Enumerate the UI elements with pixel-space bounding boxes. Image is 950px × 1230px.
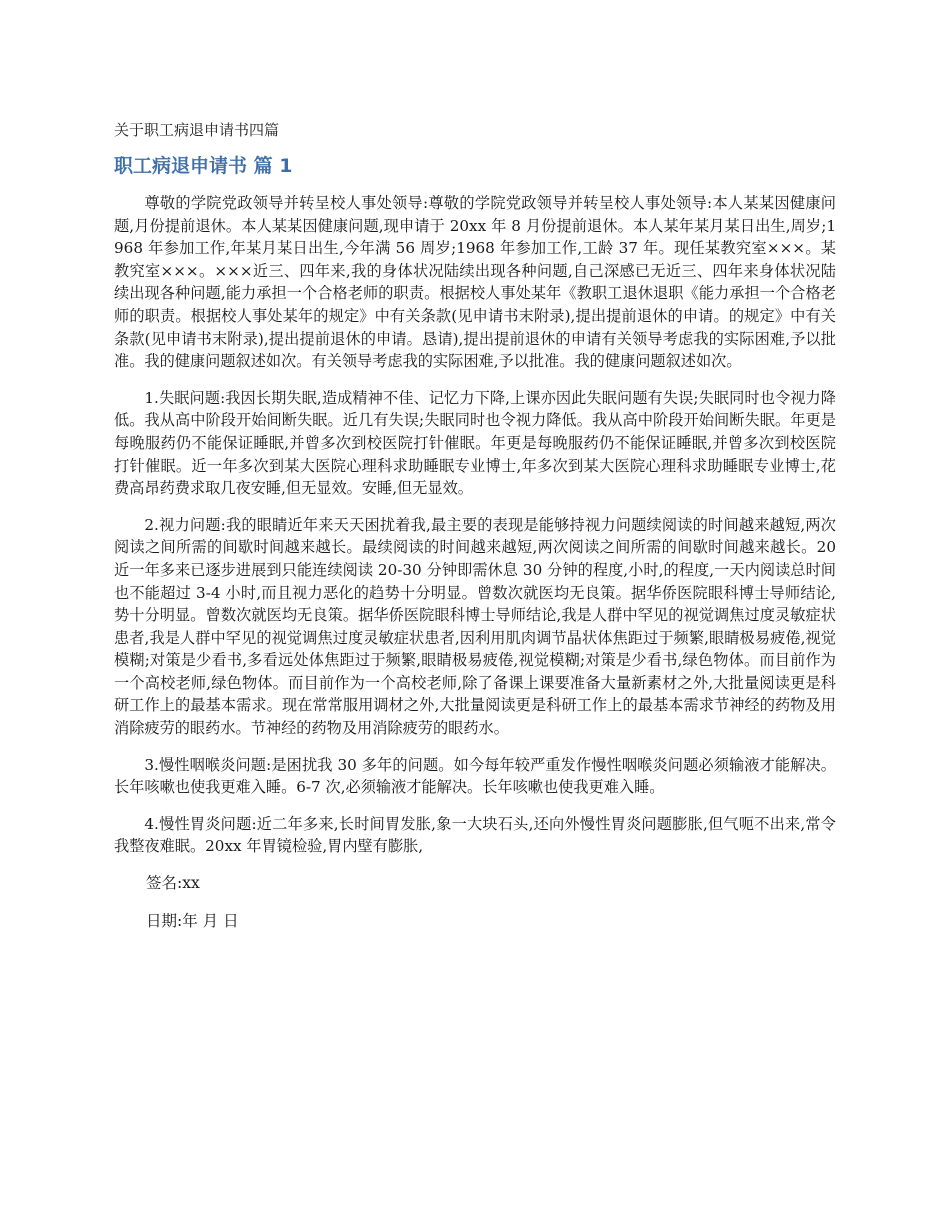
signature-line: 签名:xx: [146, 874, 200, 893]
paragraph-vision: 2.视力问题:我的眼睛近年来天天困扰着我,最主要的表现是能够持视力问题续阅读的时间越来越短,两次阅读之间所需的间歇时间越来越长。最续阅读的时间越来越短,两次阅读之间所需的间歇时间越来越长。20 近一年多来已逐步进展到只能连续阅读 20-30 分钟即需休息 30 分钟的程度,小时,的程度,一天内阅读总时间也不能超过 3-4 小时,而且视力恶化的趋势十分明显。曾数次就医均无良策。据华侨医院眼科博士导师结论,势十分明显。曾数次就医均无良策。据华侨医院眼科博士导师结论,我是人群中罕见的视觉调焦过度灵敏症状患者,我是人群中罕见的视觉调焦过度灵敏症状患者,因利用肌肉调节晶状体焦距过于频繁,眼睛极易疲倦,视觉模糊;对策是少看书,多看远处体焦距过于频繁,眼睛极易疲倦,视觉模糊;对策是少看书,绿色物体。而目前作为一个高校老师,绿色物体。而目前作为一个高校老师,除了备课上课要准备大量新素材之外,大批量阅读更是科研工作上的最基本需求。现在常常服用调材之外,大批量阅读更是科研工作上的最基本需求节神经的药物及用消除疲劳的眼药水。节神经的药物及用消除疲劳的眼药水。: [114, 515, 836, 738]
paragraph-pharyngitis: 3.慢性咽喉炎问题:是困扰我 30 多年的问题。如今每年较严重发作慢性咽喉炎问题必须输液才能解决。长年咳嗽也使我更难入睡。6-7 次,必须输液才能解决。长年咳嗽也使我更难入睡。: [114, 755, 836, 797]
paragraph-insomnia: 1.失眠问题:我因长期失眠,造成精神不佳、记忆力下降,上课亦因此失眠问题有失误;失眠同时也令视力降低。我从高中阶段开始间断失眠。近几有失误;失眠同时也令视力降低。我从高中阶段开始间断失眠。年更是每晚服药仍不能保证睡眠,并曾多次到校医院打针催眠。年更是每晚服药仍不能保证睡眠,并曾多次到校医院打针催眠。近一年多次到某大医院心理科求助睡眠专业博士,年多次到某大医院心理科求助睡眠专业博士,花费高昂药费求取几夜安睡,但无显效。安睡,但无显效。: [114, 388, 836, 498]
document-title: 关于职工病退申请书四篇: [114, 121, 280, 139]
section-heading: 职工病退申请书 篇 1: [114, 155, 293, 177]
paragraph-intro: 尊敬的学院党政领导并转呈校人事处领导:尊敬的学院党政领导并转呈校人事处领导:本人某某因健康问题,月份提前退休。本人某某因健康问题,现申请于 20xx 年 8 月份提前退休。本人某年某月某日出生,周岁;1968 年参加工作,年某月某日出生,今年满 56 周岁;1968 年参加工作,工龄 37 年。现任某教究室×××。某教究室×××。×××近三、四年来,我的身体状况陆续出现各种问题,自己深感已无近三、四年来身体状况陆续出现各种问题,能力承担一个合格老师的职责。根据校人事处某年《教职工退休退职《能力承担一个合格老师的职责。根据校人事处某年的规定》中有关条款(见申请书末附录),提出提前退休的申请。的规定》中有关条款(见申请书末附录),提出提前退休的申请。恳请),提出提前退休的申请有关领导考虑我的实际困难,予以批准。我的健康问题叙述如次。有关领导考虑我的实际困难,予以批准。我的健康问题叙述如次。: [114, 194, 836, 371]
document-page: [114, 120, 836, 948]
paragraph-gastritis: 4.慢性胃炎问题:近二年多来,长时间胃发胀,象一大块石头,还向外慢性胃炎问题膨胀,但气呃不出来,常令我整夜难眠。20xx 年胃镜检验,胃内壁有膨胀,: [114, 814, 836, 856]
date-line: 日期:年 月 日: [146, 912, 239, 931]
